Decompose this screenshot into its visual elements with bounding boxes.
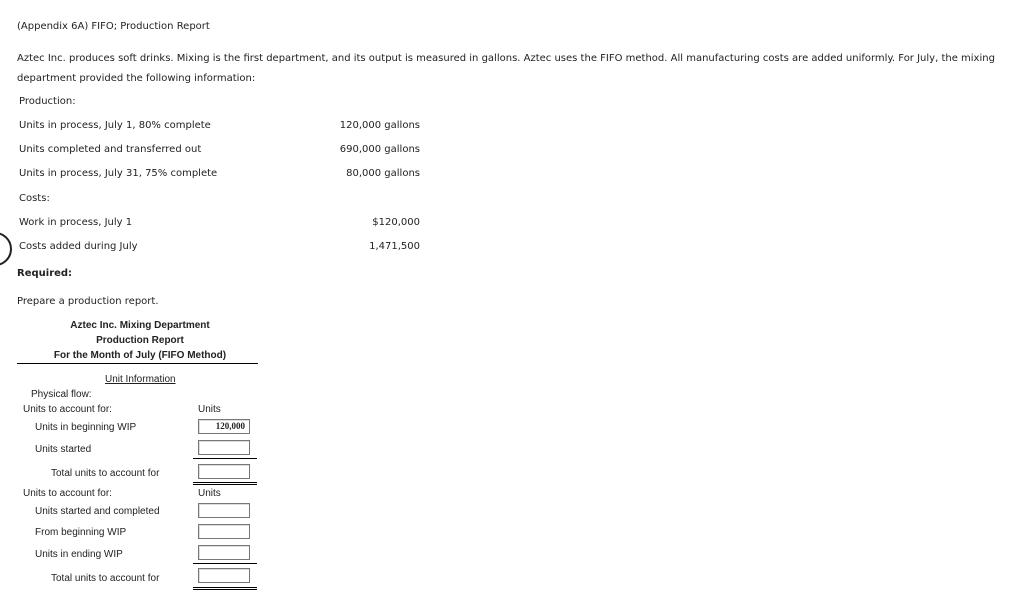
report-period: For the Month of July (FIFO Method) [53, 350, 227, 361]
row-label-beginning-wip: Units in beginning WIP [35, 422, 137, 433]
scroll-marker-arc [0, 232, 12, 266]
total-rule-2 [193, 587, 257, 588]
row-label-total-units-in: Total units to account for [51, 468, 160, 479]
production-row-value: 120,000 gallons [339, 120, 420, 131]
total-rule-2-double [193, 589, 257, 590]
costs-row-value: $120,000 [372, 217, 420, 228]
problem-title: (Appendix 6A) FIFO; Production Report [17, 21, 210, 32]
production-row-value: 80,000 gallons [346, 168, 420, 179]
input-total-units-in[interactable] [198, 464, 250, 479]
accounted-for-label: Units to account for: [23, 488, 112, 499]
production-row-label: Units in process, July 1, 80% complete [19, 120, 211, 131]
problem-intro: Aztec Inc. produces soft drinks. Mixing is the first department, and its output is measured in gallons. Aztec uses the FIFO method. All manufacturing costs are added uniformly. For July, the mixing department provided the following information: [17, 53, 995, 84]
physical-flow-label: Physical flow: [31, 389, 92, 400]
required-instruction: Prepare a production report. [17, 296, 159, 307]
section-unit-information: Unit Information [105, 374, 176, 385]
report-company: Aztec Inc. Mixing Department [70, 320, 210, 331]
total-rule [193, 482, 257, 483]
total-rule-double [193, 484, 257, 485]
production-row-value: 690,000 gallons [339, 144, 420, 155]
header-rule [17, 363, 258, 364]
production-heading: Production: [19, 96, 76, 107]
input-units-ending-wip[interactable] [198, 545, 250, 560]
units-column-header-2: Units [198, 488, 221, 499]
costs-heading: Costs: [19, 193, 50, 204]
production-row-label: Units completed and transferred out [19, 144, 202, 155]
input-from-beginning-wip[interactable] [198, 524, 250, 539]
row-label-started-completed: Units started and completed [35, 506, 160, 517]
row-label-units-started: Units started [35, 444, 92, 455]
subtotal-rule-2 [193, 563, 257, 564]
input-units-started[interactable] [198, 440, 250, 455]
production-row-label: Units in process, July 31, 75% complete [19, 168, 218, 179]
costs-row-label: Costs added during July [19, 241, 138, 252]
required-heading: Required: [17, 268, 73, 279]
subtotal-rule [193, 458, 257, 459]
costs-row-value: 1,471,500 [369, 241, 420, 252]
row-label-ending-wip: Units in ending WIP [35, 549, 123, 560]
input-total-units-out[interactable] [198, 568, 250, 583]
to-account-label: Units to account for: [23, 404, 112, 415]
units-column-header: Units [198, 404, 221, 415]
row-label-from-beginning-wip: From beginning WIP [35, 527, 127, 538]
input-units-beginning-wip[interactable]: 120,000 [198, 419, 250, 434]
input-started-completed[interactable] [198, 503, 250, 518]
costs-row-label: Work in process, July 1 [19, 217, 133, 228]
row-label-total-units-out: Total units to account for [51, 573, 160, 584]
report-name: Production Report [96, 335, 184, 346]
